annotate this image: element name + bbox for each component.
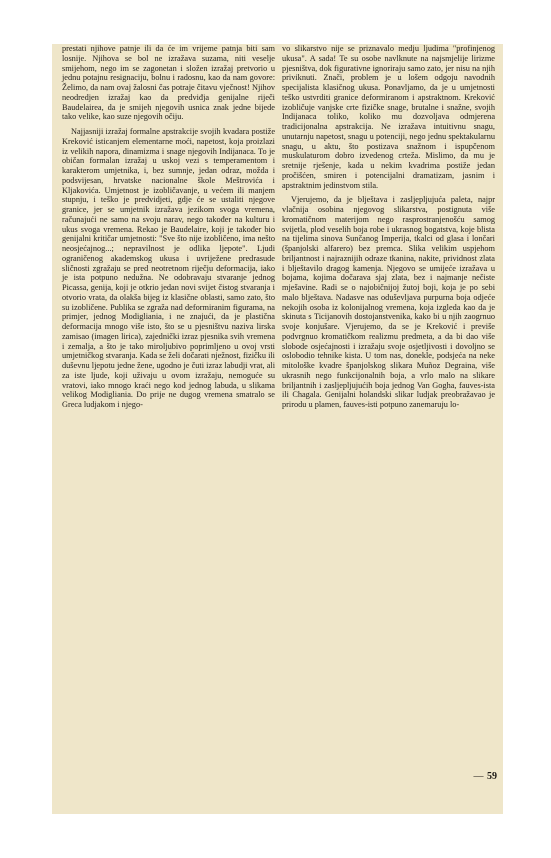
page-number bbox=[474, 771, 498, 782]
page-number-dash: — bbox=[473, 771, 485, 782]
right-paragraph-1: vo slikarstvo nije se priznavalo medju ljudima "profinjenog ukusa". A sada! Te su osobe navlknute na najsmjelije lirizme pjesništva, dok figurativne ignoriraju samo zato, jer nisu na njih priviknuti. Znači, problem je u lošem odgoju navodnih specijalista klasičnog ukusa. Ponavljamo, da je u umjetnosti teško ustvrditi granice deformiranom i apstraktnom. Kreković izobličuje vanjske crte fizičke snage, brutalne i snažne, svojih Indijanaca toliko, koliko mu dozvoljava odmjerena tradicijonalna apstrakcija. Ne izražava intuitivnu snagu, unutarnju napetost, snagu u potenciji, nego jednu spektakularnu snagu, u aktu, što postizava snažnom i ispupčenom muskulaturom dobro izvedenog crteža. Mislimo, da mu je sretnije rješenje, kada u nekim kvadrima postiže jedan pročišćen, smiren i potencijalni dramatizam, jasnim i apstraktnim jedinstvom stila. bbox=[282, 44, 495, 190]
right-text-column bbox=[282, 44, 495, 410]
left-paragraph-1: prestati njihove patnje ili da će im vrijeme patnja biti sam losnije. Njihova se bol ne izražava suzama, niti veselje smijehom, nego im se zagonetan i složen izražaj pretvorio u jednu potajnu resignaciju, bolnu i radosnu, kao da nam govore: Želimo, da nam ovaj žalosni čas potraje čitavu vječnost! Njihov neodredjen izražaj kao da predviđja genijalne riječi Baudelairea, da je smijeh njegovih usnica znak jedne bijede tako velike, kao suze njegovih očiju. bbox=[62, 44, 275, 122]
book-page bbox=[52, 44, 503, 814]
right-paragraph-2: Vjerujemo, da je blještava i zasljepljujuća paleta, najpr vlačnija osobina njegovog slikarstva, postignuta više kromatičnom materijom nego rasprostranjenošću samog svijetla, plod veselih boja robe i ukrasnog bogatstva, koje blista na tijelima sinova Sunčanog Imperija, tkalci od glasa i lončari (španjolski alfarero) bez premca. Slika velikim uspjehom briljantnost i najraznijih odraze tkanina, nakite, prividnost zlata i blještavilo dragog kamenja. Njegovo se umijeće izražava u bojama, kojima dočarava sjaj zlata, bez i najmanje nečiste mješavine. Radi se o najobičnijoj žutoj boji, koja je po sebi malo blještava. Nadasve nas oduševljava purpurna boja odjeće nekojih osoba iz kolonijalnog vremena, koja izgleda kao da je skinuta s Ticijanovih dostojanstvenika, kako bi u njih zaogrnuo svoje konjušare. Vjerujemo, da se je Kreković i previše podvrgnuo kromatičkom realizmu predmeta, a da bi dao više slobode osjećajnosti i izražaju svoje osjetljivosti i dovoljno se oslobodio tehnike kista. U tom nas, donekle, podsjeća na neke mitološke kvadre španjolskog slikara Muñoz Degraina, više ukrasnih nego funkcijonalnih boja, a vrlo malo na slikare briljantnih i zasljepljujućih boja jednog Van Gogha, fauves-ista ili Chagala. Genijalni holandski slikar ludjak preobražavao je prirodu u plamen, fauves-isti potpuno zanemaruju lo- bbox=[282, 195, 495, 409]
left-text-column bbox=[62, 44, 275, 410]
page-number-value: 59 bbox=[487, 771, 497, 782]
left-paragraph-2: Najjasniji izražaj formalne apstrakcije svojih kvadara postiže Kreković isticanjem elementarne moći, napetost, koja proizlazi iz velikih napora, dinamizma i snage njegovih Indijanaca. To je običan formalan izražaj u uskoj vezi s temperamentom i karakterom umjetnika, i, bez sumnje, jedan odraz, možda i podsvijesan, hrvatske nacionalne škole Meštrovića i Kljakovića. Umjetnost je izobličavanje, u većem ili manjem stupnju, i teško je predvidjeti, gdje će se ustaliti njegove granice, jer se umjetnik izražava jezikom svoga vremena, računajući ne samo na svoju narav, nego također na kulturu i ukus svoga vremena. Rekao je Baudelaire, koji je također bio genijalni kritičar umjetnosti: "Sve što nije izobličeno, ima nešto neosjećajnog...; nepravilnost je odlika ljepote". Ljudi ograničenog akademskog ukusa i uvriježene predrasude sličnosti zgražaju se pred neotretnom riječju deformacija, iako je ista potpuno nedužna. Ne odobravaju stvaranje jednog Picassa, genija, koji je otkrio jedan novi svijet čistog stvaranja i otvorio vrata, da olakša bijeg iz klasične oblasti, samo zato, što su izobličene. Publika se zgraža nad deformiranim figurama, na primjer, jednog Modigliania, i ne znajući, da je plastična deformacija mnogo više isto, što se u pjesništvu naziva lirska zamisao (imagen lirica), zajednički izraz pjesnika svih vremena i zemalja, a što je tako miroljubivo poprimljeno u ovoj vrsti umjetničkog stvaranja. Kada se želi dočarati nježnost, fizičku ili duševnu ljepotu jedne žene, ugodno je čuti izraz labudji vrat, ali za iste ljude, koji uživaju u ovom izražaju, nemoguće su vratovi, iako mnogo kraći nego kod jednog labuda, u slikama velikog Modigliania. Do prije ne dugog vremena smatralo se Greca ludjakom i njego- bbox=[62, 127, 275, 409]
